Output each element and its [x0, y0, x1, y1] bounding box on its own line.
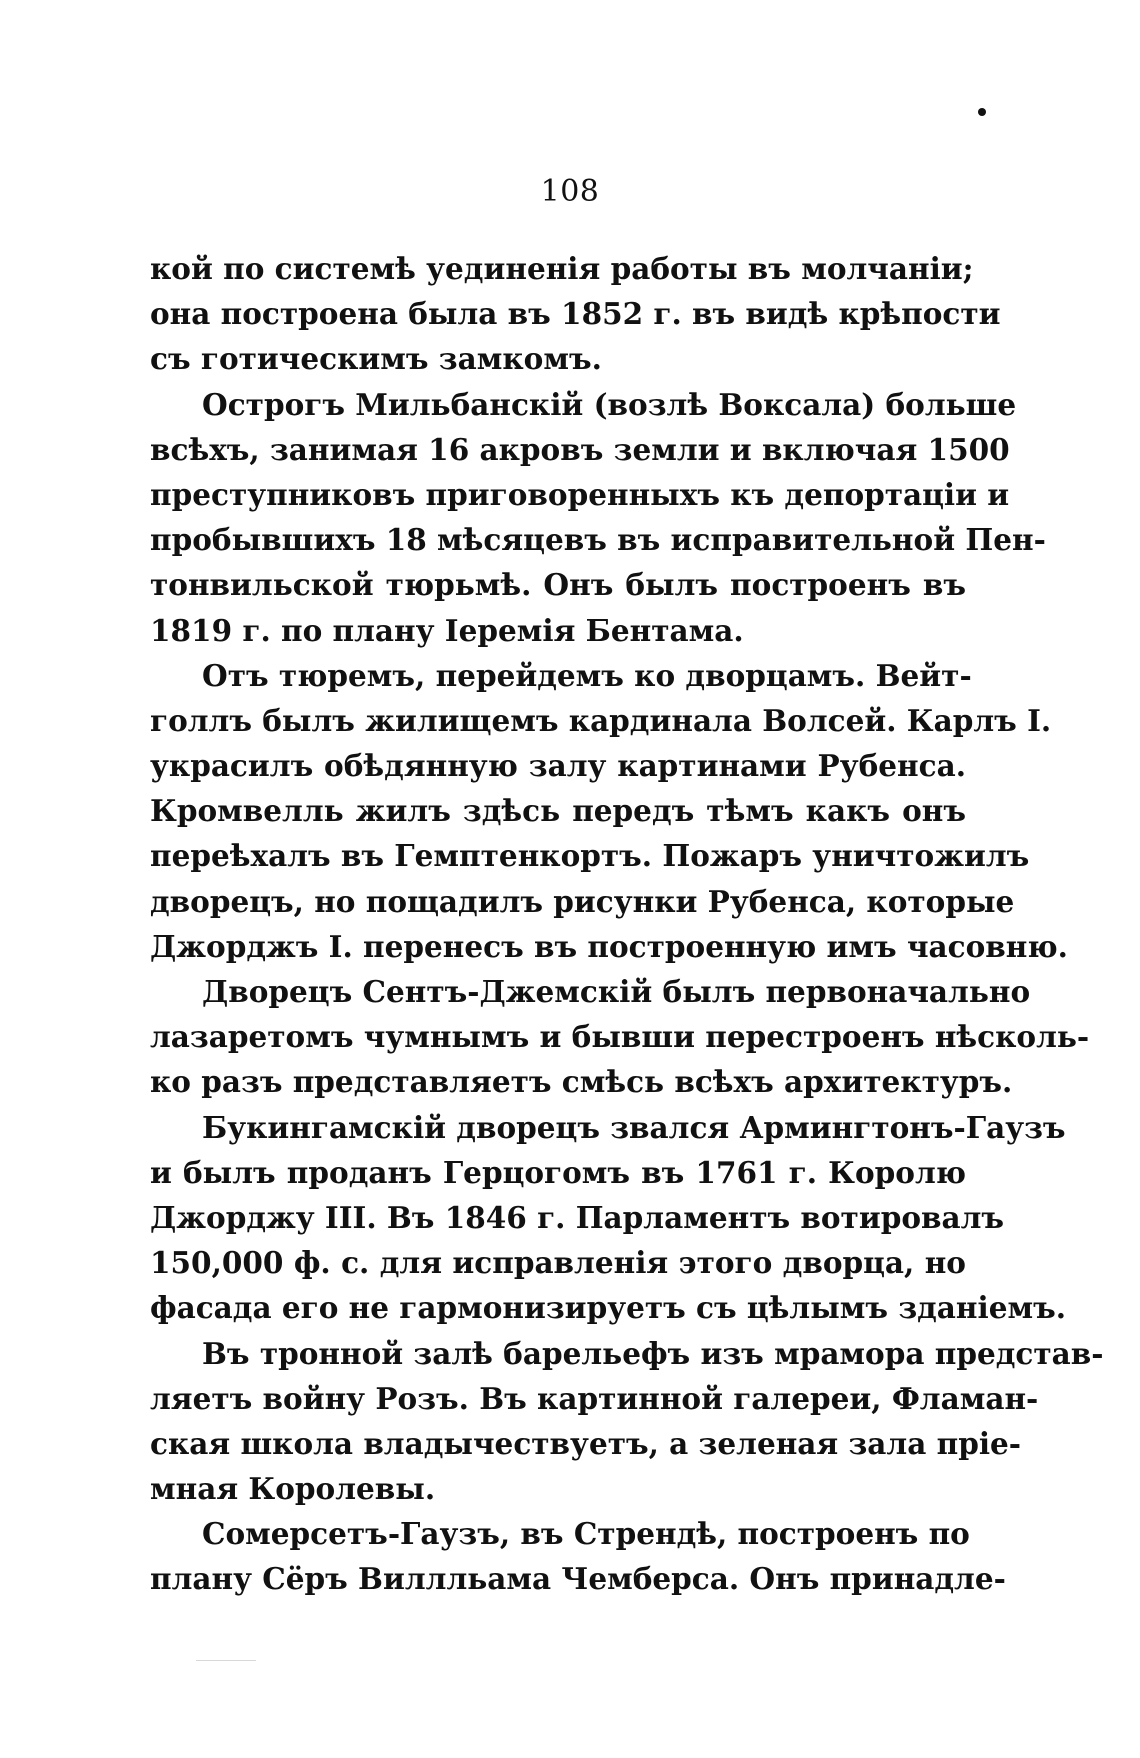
- text-line: Острогъ Мильбанскій (возлѣ Воксала) больше: [202, 386, 1017, 422]
- text-line: она построена была въ 1852 г. въ видѣ крѣпости: [150, 296, 1001, 332]
- text-line: голлъ былъ жилищемъ кардинала Волсей. Карлъ I.: [150, 702, 1052, 738]
- text-line: Отъ тюремъ, перейдемъ ко дворцамъ. Вейт-: [202, 657, 972, 693]
- text-line: ляетъ войну Розъ. Въ картинной галереи, Фламан-: [150, 1380, 1039, 1416]
- paragraph: [150, 1105, 1067, 1331]
- paragraph: [150, 1511, 1006, 1601]
- text-line: мная Королевы.: [150, 1471, 436, 1507]
- text-line: дворецъ, но пощадилъ рисунки Рубенса, которые: [150, 883, 1015, 919]
- paragraph: [150, 653, 1068, 969]
- text-line: Джорджъ I. перенесъ въ построенную имъ часовню.: [150, 928, 1068, 964]
- text-line: украсилъ обѣдянную залу картинами Рубенса.: [150, 748, 966, 784]
- text-line: Въ тронной залѣ барельефъ изъ мрамора представ-: [202, 1335, 1104, 1371]
- text-line: плану Сёръ Виллльама Чемберса. Онъ принадле-: [150, 1561, 1006, 1597]
- text-line: тонвильской тюрьмѣ. Онъ былъ построенъ въ: [150, 567, 966, 603]
- text-line: ко разъ представляетъ смѣсь всѣхъ архитектуръ.: [150, 1064, 1013, 1100]
- text-line: ская школа владычествуетъ, а зеленая зала пріе-: [150, 1425, 1022, 1461]
- text-line: всѣхъ, занимая 16 акровъ земли и включая 1500: [150, 431, 1010, 467]
- text-line: съ готическимъ замкомъ.: [150, 341, 602, 377]
- text-line: переѣхалъ въ Гемптенкортъ. Пожаръ уничтожилъ: [150, 838, 1030, 874]
- faint-scan-mark: [196, 1660, 256, 1661]
- text-line: преступниковъ приговоренныхъ къ депортаціи и: [150, 476, 1010, 512]
- ink-dot-mark: [978, 108, 986, 116]
- text-line: лазаретомъ чумнымъ и бывши перестроенъ нѣсколь-: [150, 1019, 1090, 1055]
- paragraph: [150, 1331, 1104, 1512]
- text-line: кой по системѣ уединенія работы въ молчаніи;: [150, 251, 974, 286]
- paragraph: [150, 382, 1046, 653]
- text-line: Сомерсетъ-Гаузъ, въ Стрендѣ, построенъ по: [202, 1516, 970, 1552]
- text-line: 1819 г. по плану Іеремія Бентама.: [150, 612, 744, 648]
- text-line: Джорджу III. Въ 1846 г. Парламентъ вотировалъ: [150, 1199, 1005, 1235]
- text-line: 150,000 ф. с. для исправленія этого дворца, но: [150, 1245, 966, 1281]
- text-line: пробывшихъ 18 мѣсяцевъ въ исправительной Пен-: [150, 522, 1046, 558]
- body-text: [150, 246, 1104, 1602]
- text-line: Дворецъ Сентъ-Джемскій былъ первоначально: [202, 974, 1031, 1009]
- page-number: 108: [540, 174, 600, 209]
- text-line: фасада его не гармонизируетъ съ цѣлымъ зданіемъ.: [150, 1290, 1067, 1326]
- paragraph: [150, 969, 1090, 1105]
- text-line: Букингамскій дворецъ звался Армингтонъ-Гаузъ: [202, 1109, 1066, 1145]
- paragraph: [150, 246, 1001, 382]
- text-line: и былъ проданъ Герцогомъ въ 1761 г. Королю: [150, 1154, 966, 1190]
- text-line: Кромвелль жилъ здѣсь передъ тѣмъ какъ онъ: [150, 793, 966, 829]
